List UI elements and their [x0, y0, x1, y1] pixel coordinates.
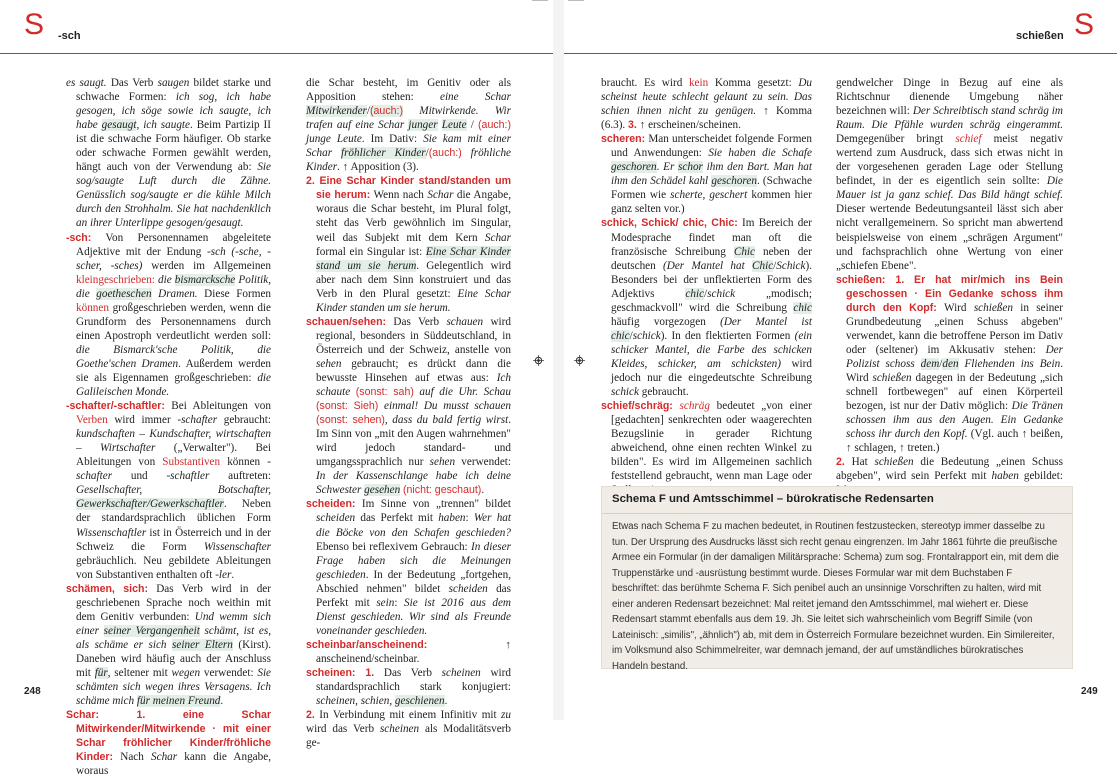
right-page-number: 249 — [1081, 686, 1098, 697]
crop-mark — [532, 0, 548, 1]
left-header-rule — [0, 53, 553, 54]
registration-mark-icon — [533, 355, 544, 366]
entry-scheren: scheren: Man unterscheidet folgende Formen und Anwendungen: Sie haben die Schafe geschoren. Er schor ihm den Bart. Man hat ihm den Schädel kahl geschoren. (Schwache Formen wie scherte, geschert kommen hier ganz selten vor.) — [601, 133, 812, 216]
info-box-title: Schema F und Amtsschimmel – bürokratische Redensarten — [612, 493, 934, 505]
left-header-word: -sch — [58, 30, 81, 42]
right-header-word: schießen — [1016, 30, 1064, 42]
column-2 — [306, 76, 511, 750]
info-box — [601, 486, 1073, 672]
column-1 — [66, 76, 271, 778]
entry-scheiden: scheiden: Im Sinne von „trennen" bildet scheiden das Perfekt mit haben: Wer hat die Böcke von den Schafen geschieden? Ebenso bei reflexivem Gebrauch: In dieser Frage haben sich die Meinungen geschieden. In der Bedeutung „fortgehen, Abschied nehmen" bildet scheiden das Perfekt mit sein: Sie ist 2016 aus dem Dienst geschieden. Wir sind als Freunde voneinander geschieden. — [306, 498, 512, 637]
column-3 — [601, 76, 812, 497]
entry-schaemen: schämen, sich: Das Verb wird in der geschriebenen Sprache noch weithin mit dem Genitiv verbunden: Und wemm sich einer seiner Vergangenheit schämt, ist es, als schäme er sich seiner Eltern (Kirst). Daneben wird häufig auch der Anschluss mit für, seltener mit wegen verwendet: Sie schämten sich wegen ihres Versagens. Ich schäme mich für meinen Freund. — [66, 582, 272, 708]
gutter — [553, 0, 564, 720]
entry-schief-schraeg: schief/schräg: schräg bedeutet „von einer [gedachten] senkrechten oder waagerechten Bezugslinie in gerader Richtung abweichend, ohne einen rechten Winkel zu bilden". Es wird im Allgemeinen sachlich feststellend gebraucht, wenn man Lage oder — [601, 400, 812, 483]
entry-schief-continued: gendwelcher Dinge in Bezug auf eine als Richtschnur dienende Umgebung näher bezeichnen will: Der Schreibtisch stand schräg im Raum. Die Pfähle wurden schräg eingerammt. Demgegenüber bringt schief meist negativ wertend zum Ausdruck, dass sich etwas nicht in der vorgesehenen geraden Lage oder Stellung befindet, in der es eigentlich sein sollte: Die Mauer ist ja ganz schief. Das Bild hängt schief. Dieser wertende Bedeutungsanteil lässt sich aber nicht verallgemeinern. So spricht man abwertend beispielsweise von einem „schrägen Argument" und fachsprachlich ohne Wertung von einer „schiefen Ebene". — [836, 77, 1063, 272]
left-page-number: 248 — [24, 686, 41, 697]
entry-schafter-schaftler: -schafter/-schaftler: Bei Ableitungen von Verben wird immer -schafter gebraucht: kundschaften – Kundschafter, wirtschaften – Wirtschafter („Verwalter"). Bei Ableitungen von Substantiven können -schafter und -schaftler auftreten: Gesellschafter, Botschafter, Gewerkschafter/Gewerkschaftler. Neben der standardsprachlich üblichen Form Wissenschaftler ist in Österreich und in der Schweiz die Form Wissenschafter gebräuchlich. Neu gebildete Ableitungen von Substantiven enthalten oft -ler. — [66, 400, 271, 581]
entry-schiessen: schießen: 1. Er hat mir/mich ins Bein geschossen · Ein Gedanke schoss ihm durch den Kopf: Wird schießen in seiner Grundbedeutung „einen Schuss abgeben" verwendet, kann die betroffene Person im Dativ oder (seltener) im Akkusativ stehen: Der Polizist schoss dem/den Fliehenden ins Bein. Wird schießen dagegen in der Bedeutung „sich schnell fortbewegen" auf einen Körperteil bezogen, ist nur der Dativ möglich: Die Tränen schossen ihm aus den Augen. Ein Gedanke schoss ihr durch den Kopf. (Vgl. auch ↑ beißen, ↑ schlagen, ↑ treten.) — [836, 273, 1064, 455]
right-header-rule — [564, 53, 1117, 54]
entry-sch: -sch: Von Personennamen abgeleitete Adjektive mit der Endung -sch (-sche, -scher, -sches) werden im Allgemeinen kleingeschrieben: die bismarcksche Politik, die goetheschen Dramen. Diese Formen können großgeschrieben werden, wenn die Grundform des Personennamens durch einen Apostroph verdeutlicht werden soll: die Bismarck'sche Politik, die Goethe'schen Dramen. Außerdem werden sie als Eigennamen großgeschrieben: die Galileischen Monde. — [66, 231, 272, 399]
entry-scheinbar-anscheinend: scheinbar/anscheinend: ↑ anscheinend/scheinbar. — [306, 638, 511, 665]
info-box-rule — [602, 513, 1072, 514]
entry-schar-continued: die Schar besteht, im Genitiv oder als Apposition stehen: eine Schar Mitwirkender/(auch:) Mitwirkende. Wir trafen auf eine Schar junger Leute / (auch:) junge Leute. Im Dativ: Sie kam mit einer Schar fröhlicher Kinder/(auch:) fröhliche Kinder. ↑ Apposition (3). — [306, 77, 512, 174]
entry-saugen-continued: es saugt. Das Verb saugen bildet starke und schwache Formen: ich sog, ich habe gesogen, ich söge sowie ich saugte, ich habe gesaugt, ich saugte. Beim Partizip II ist die schwache Form häufiger. Ob starke oder schwache Formen gewählt werden, hängt auch von der Verwendung ab: Sie sog/saugte Luft durch die Zähne. Genüsslich sog/saugte er die kühle Milch durch den Strohhalm. Sie hat nachdenklich an ihrer Unterlippe gesogen/gesaugt. — [66, 77, 272, 230]
info-box-body: Etwas nach Schema F zu machen bedeutet, in Routinen festzustecken, stereotyp immer dasselbe zu tun. Der Ursprung des Ausdrucks lässt sich recht genau eingrenzen. Im Jahr 1861 führte die preußische Armee ein Formular (in der damaligen Militärsprache: Schema) zum sog. Frontalrapport ein, mit dem die Truppenstärke und -ausrüstung bestimmt wurde. Dieses Formular war mit dem Buchstaben F beschriftet: das berühmte Schema F. Sich penibel auch an unsinnige Vorschriften zu halten, wird mit einer anderen Redensart bezeichnet: Mal reitet jemand den Amtsschimmel, mal wiehert er. Diese Redensart stammt ebenfalls aus dem 19. Jh. Sie leitet sich wahrscheinlich vom Begriff Simile (von Lateinisch: „similis", „ähnlich") ab, mit dem in Österreich Formulare bezeichnet wurden. Ein Similereiter, im Volksmund also Schimmelreiter, war demnach jemand, der auf umständliches bürokratisches Handeln bestand. — [612, 521, 1059, 672]
crop-mark — [568, 0, 584, 1]
entry-scheinen-2: 2. In Verbindung mit einem Infinitiv mit zu wird das Verb scheinen als Modalitätsverb ge- — [306, 709, 511, 750]
column-4 — [836, 76, 1063, 497]
right-header-letter: S — [1074, 8, 1095, 41]
entry-schauen-sehen: schauen/sehen: Das Verb schauen wird regional, besonders in Süddeutschland, in Österreich und der Schweiz, anstelle von sehen gebraucht; es drückt dann die bewusste Hinsehen auf etwas aus: Ich schaute (sonst: sah) auf die Uhr. Schau (sonst: Sieh) einmal! Du musst schauen (sonst: sehen), dass du bald fertig wirst. Im Sinn von „mit den Augen wahrnehmen" wird jedoch standard- und umgangssprachlich nur sehen verwendet: In der Kassenschlange habe ich deine Schwester gesehen (nicht: geschaut). — [306, 315, 512, 497]
entry-schiessen-2: 2. Hat schießen die Bedeutung „einen Schuss abgeben", wird sein Perfekt mit haben gebildet: — [836, 456, 1063, 483]
entry-scheinen-continued: braucht. Es wird kein Komma gesetzt: Du scheinst heute schlecht gelaunt zu sein. Das schien ihnen nicht zu genügen. ↑ Komma (6.3). 3. ↑ erscheinen/scheinen. — [601, 77, 813, 132]
registration-mark-icon — [574, 355, 585, 366]
entry-schar-2: 2. Eine Schar Kinder stand/standen um sie herum: Wenn nach Schar die Angabe, woraus die Schar besteht, im Plural folgt, steht das Verb gewöhnlich im Singular, weil das Subjekt mit dem Kern Schar formal ein Singular ist: Eine Schar Kinder stand um sie herum. Gelegentlich wird aber nach dem Sinn konstruiert und das Verb in den Plural gesetzt: Eine Schar Kinder standen um sie herum. — [306, 175, 512, 314]
entry-schar: Schar: 1. eine Schar Mitwirkender/Mitwirkende · mit einer Schar fröhlicher Kinder/fröhliche Kinder: Nach Schar kann die Angabe, woraus — [66, 709, 271, 778]
left-page — [0, 0, 553, 778]
entry-schick-chic: schick, Schick/ chic, Chic: Im Bereich der Modesprache findet man oft die französische Schreibung Chic neben der deutschen (Der Mantel hat Chic/Schick). Besonders bei der unflektierten Form des Adjektivs chic/schick „modisch; geschmackvoll" wird die Schreibung chic häufig vorgezogen (Der Mantel ist chic/schick). In den flektierten Formen (ein schicker Mantel, die Farbe des schicken Kleides, schicker, am schicksten) wird jedoch nur die eingedeutschte Schreibung schick gebraucht. — [601, 217, 813, 399]
left-header-letter: S — [24, 8, 45, 41]
entry-scheinen: scheinen: 1. Das Verb scheinen wird standardsprachlich stark konjugiert: scheinen, schien, geschienen. — [306, 666, 511, 708]
